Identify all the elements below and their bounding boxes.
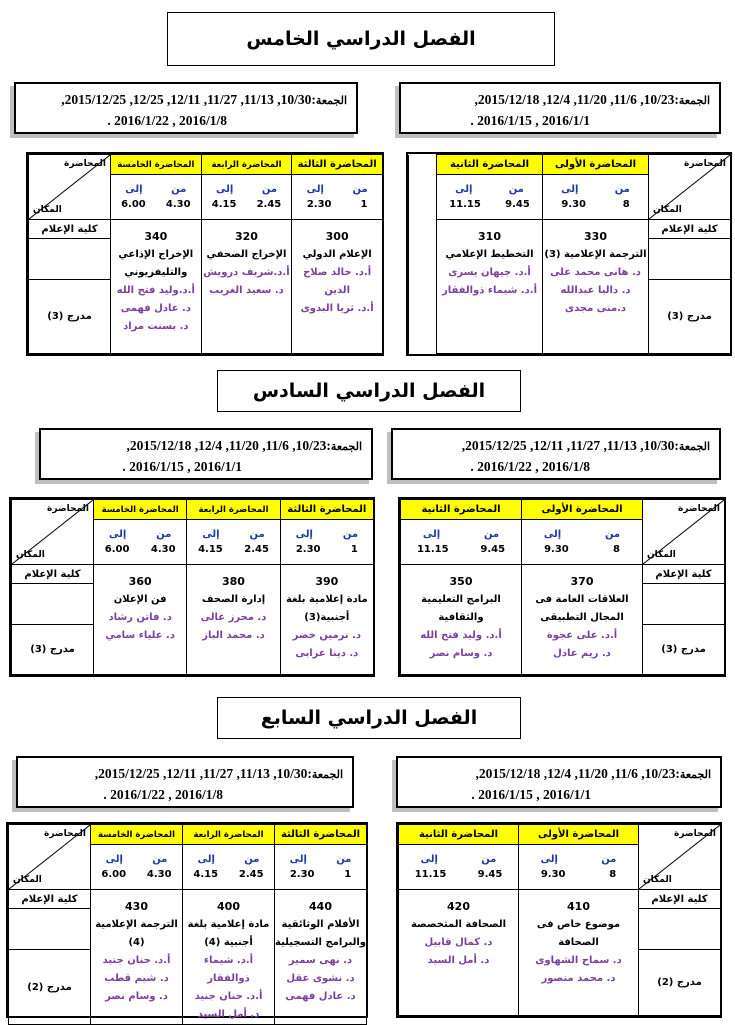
to-time: 6.00 xyxy=(101,869,127,880)
corner-header-cell xyxy=(29,155,111,220)
from-label: من xyxy=(483,529,500,540)
to-time: 9.30 xyxy=(544,544,569,555)
time-values xyxy=(519,869,638,880)
lecture-time xyxy=(94,520,187,565)
from-label: من xyxy=(601,854,617,865)
instructor-name: أ.د. شيماء ذوالفقار xyxy=(203,955,254,984)
place-corner-label: المكان xyxy=(647,550,676,560)
from-time: 4.30 xyxy=(146,869,172,880)
course-cell xyxy=(280,565,373,675)
time-labels xyxy=(399,854,518,865)
course-name: البرامج التعليمية والثقافية xyxy=(421,594,501,623)
lecture-time xyxy=(519,845,639,890)
schedule-block-morning xyxy=(398,497,726,677)
from-label: من xyxy=(614,184,630,195)
instructor-name: د. سعيد الغريب xyxy=(209,285,284,296)
from-label: من xyxy=(152,854,168,865)
instructor-name: د. سماح الشهاوى xyxy=(535,955,622,966)
course-code: 390 xyxy=(315,575,339,588)
lecture-time xyxy=(399,845,519,890)
dates-line xyxy=(402,436,710,457)
empty-cell xyxy=(9,909,91,950)
place-corner-label: المكان xyxy=(13,875,42,885)
schedule-block-morning xyxy=(396,822,722,1018)
dates-first-line: :10/30, 11/13, 11/27, 12/11, 12/25, 2015/12/25, xyxy=(61,92,316,107)
from-label: من xyxy=(156,529,172,540)
corner-header-cell xyxy=(649,155,731,220)
to-time: 2.30 xyxy=(306,199,332,210)
lecture-header: المحاضرة الثالثة xyxy=(275,825,367,845)
time-labels xyxy=(401,529,521,540)
to-label: إلى xyxy=(215,184,234,195)
from-label: من xyxy=(604,529,621,540)
lecture-time xyxy=(401,520,522,565)
lecture-time xyxy=(183,845,275,890)
corner-header-cell xyxy=(9,825,91,890)
instructor-name: د. فاتن رشاد xyxy=(108,612,172,623)
place-corner-label: المكان xyxy=(643,875,672,885)
from-time: 1 xyxy=(360,199,368,210)
schedule-block-afternoon xyxy=(6,822,368,1018)
to-time: 6.00 xyxy=(104,544,130,555)
day-label: الجمعة xyxy=(678,95,710,107)
place-corner-label: المكان xyxy=(33,205,62,215)
from-label: من xyxy=(508,184,524,195)
instructor-name: د. أمل السيد xyxy=(197,1009,260,1020)
from-label: من xyxy=(481,854,497,865)
lecture-header: المحاضرة الرابعة xyxy=(183,825,275,845)
lecture-header: المحاضرة الثالثة xyxy=(292,155,383,175)
lecture-header: المحاضرة الثانية xyxy=(399,825,519,845)
instructor-name: د. نرمين خضر xyxy=(292,630,362,641)
time-values xyxy=(202,199,292,210)
from-time: 2.45 xyxy=(256,199,282,210)
hall-cell: مدرج (2) xyxy=(639,950,721,1016)
to-label: إلى xyxy=(197,854,215,865)
instructor-name: د. شيم قطب xyxy=(104,973,169,984)
time-values xyxy=(543,199,648,210)
to-time: 11.15 xyxy=(416,544,449,555)
time-values xyxy=(187,544,279,555)
to-label: إلى xyxy=(455,184,473,195)
to-time: 4.15 xyxy=(198,544,223,555)
time-values xyxy=(399,869,518,880)
lecture-header: المحاضرة الرابعة xyxy=(201,155,292,175)
day-label: الجمعة xyxy=(678,441,710,453)
place-corner-label: المكان xyxy=(653,205,682,215)
instructor-name: د. عادل فهمى xyxy=(120,303,191,314)
lecture-corner-label: المحاضرة xyxy=(674,829,716,839)
lecture-header: المحاضرة الأولى xyxy=(543,155,649,175)
spacer-column xyxy=(409,155,437,354)
lecture-header: المحاضرة الخامسة xyxy=(91,825,183,845)
to-label: إلى xyxy=(295,529,313,540)
time-values xyxy=(522,544,642,555)
course-name: فن الإعلان xyxy=(113,594,167,605)
lecture-corner-label: المحاضرة xyxy=(47,504,89,514)
day-label: الجمعة xyxy=(679,769,711,781)
course-cell xyxy=(201,220,292,354)
dates-second-line: 2016/1/8 , 2016/1/22 . xyxy=(107,113,227,128)
faculty-cell: كلية الإعلام xyxy=(639,890,721,909)
time-labels xyxy=(183,854,274,865)
course-cell xyxy=(275,890,367,1025)
course-code: 410 xyxy=(567,900,590,913)
lecture-time xyxy=(111,175,202,220)
semester-title: الفصل الدراسي السادس xyxy=(217,370,521,412)
lecture-header: المحاضرة الخامسة xyxy=(111,155,202,175)
dates-line xyxy=(407,764,711,785)
schedule-table-right xyxy=(408,154,731,354)
course-cell xyxy=(522,565,643,675)
course-name: والتليفزيوني xyxy=(124,267,188,278)
instructor-name: أ.د. شيماء ذوالفقار xyxy=(441,285,538,296)
time-labels xyxy=(275,854,366,865)
to-label: إلى xyxy=(306,184,324,195)
session-dates-box xyxy=(14,82,358,134)
course-code: 350 xyxy=(449,575,473,588)
to-label: إلى xyxy=(540,854,558,865)
time-values xyxy=(183,869,274,880)
time-values xyxy=(111,199,201,210)
course-name: إدارة الصحف xyxy=(201,594,266,605)
dates-line xyxy=(410,90,710,111)
corner-header-cell xyxy=(639,825,721,890)
from-label: من xyxy=(352,184,368,195)
dates-first-line: :10/30, 11/13, 11/27, 12/11, 2015/12/25, xyxy=(94,766,312,781)
course-name: موضوع خاص فى xyxy=(536,919,621,930)
course-name: العلاقات العامة فى xyxy=(535,594,629,605)
place-corner-label: المكان xyxy=(16,550,45,560)
to-label: إلى xyxy=(289,854,307,865)
from-time: 9.45 xyxy=(477,869,503,880)
session-dates-box xyxy=(39,428,373,480)
to-label: إلى xyxy=(561,184,579,195)
course-name: الإخراج الإذاعي xyxy=(118,249,194,260)
to-label: إلى xyxy=(125,184,143,195)
course-name: المجال التطبيقى xyxy=(540,612,624,623)
time-values xyxy=(437,199,542,210)
faculty-cell: كلية الإعلام xyxy=(9,890,91,909)
semester-title: الفصل الدراسي الخامس xyxy=(167,12,555,66)
schedule-table-left xyxy=(11,499,374,675)
from-label: من xyxy=(171,184,187,195)
course-cell xyxy=(91,890,183,1025)
dates-second-line: 2016/1/1 , 2016/1/15 . xyxy=(122,459,242,474)
instructor-name: د. علياء سامي xyxy=(105,630,175,641)
dates-line xyxy=(27,764,343,785)
course-cell xyxy=(543,220,649,354)
lecture-time xyxy=(522,520,643,565)
instructor-name: أ.د. على عجوة xyxy=(546,630,618,641)
semester-title: الفصل الدراسي السابع xyxy=(217,697,521,739)
course-code: 440 xyxy=(309,900,332,913)
instructor-name: د. دينا عرابى xyxy=(295,648,359,659)
schedule-table-left xyxy=(28,154,383,354)
time-labels xyxy=(187,529,279,540)
course-code: 360 xyxy=(128,575,152,588)
dates-second-line: 2016/1/8 , 2016/1/22 . xyxy=(103,787,223,802)
course-cell xyxy=(401,565,522,675)
day-label: الجمعة xyxy=(330,441,362,453)
hall-cell: مدرج (3) xyxy=(649,280,731,354)
empty-cell xyxy=(639,909,721,950)
course-cell xyxy=(183,890,275,1025)
from-time: 8 xyxy=(612,544,620,555)
course-cell xyxy=(437,220,543,354)
course-name: مادة إعلامية بلغة xyxy=(285,594,368,605)
instructor-name: أ.د.وليد فتح الله xyxy=(116,285,195,296)
to-time: 2.30 xyxy=(295,544,321,555)
time-labels xyxy=(111,184,201,195)
instructor-name: د. نشوى عقل xyxy=(286,973,355,984)
instructor-name: د. وسام نصر xyxy=(105,991,168,1002)
instructor-name: د. محمد الباز xyxy=(202,630,265,641)
lecture-time xyxy=(280,520,373,565)
lecture-time xyxy=(292,175,383,220)
lecture-time xyxy=(91,845,183,890)
to-label: إلى xyxy=(105,854,123,865)
lecture-header: المحاضرة الثانية xyxy=(437,155,543,175)
instructor-name: أ.د. خالد صلاح الدين xyxy=(303,267,372,296)
course-code: 300 xyxy=(325,230,349,243)
from-label: من xyxy=(244,854,260,865)
empty-cell xyxy=(643,584,725,625)
empty-cell xyxy=(12,584,94,625)
course-name: الصحافة المتخصصة xyxy=(410,919,507,930)
from-time: 4.30 xyxy=(150,544,176,555)
empty-cell xyxy=(649,239,731,280)
dates-line xyxy=(25,90,347,111)
faculty-cell: كلية الإعلام xyxy=(12,565,94,584)
time-labels xyxy=(202,184,292,195)
from-time: 8 xyxy=(622,199,630,210)
lecture-header: المحاضرة الرابعة xyxy=(187,500,280,520)
course-cell xyxy=(519,890,639,1016)
to-time: 2.30 xyxy=(289,869,315,880)
from-label: من xyxy=(342,529,359,540)
lecture-header: المحاضرة الخامسة xyxy=(94,500,187,520)
course-code: 330 xyxy=(584,230,607,243)
to-time: 6.00 xyxy=(121,199,146,210)
lecture-header: المحاضرة الأولى xyxy=(519,825,639,845)
instructor-name: د.منى مجدى xyxy=(564,303,627,314)
from-time: 2.45 xyxy=(244,544,269,555)
dates-line xyxy=(50,436,362,457)
course-code: 310 xyxy=(478,230,501,243)
instructor-name: أ.د.شريف درويش xyxy=(203,267,290,278)
lecture-time xyxy=(201,175,292,220)
to-label: إلى xyxy=(543,529,562,540)
to-time: 9.30 xyxy=(561,199,587,210)
time-labels xyxy=(281,529,373,540)
dates-first-line: :10/23, 11/6, 11/20, 12/4, 2015/12/18, xyxy=(474,92,679,107)
dates-second-line: 2016/1/1 , 2016/1/15 . xyxy=(470,113,590,128)
schedule-block-morning xyxy=(406,152,732,356)
instructor-name: أ.د. حنان جنيد xyxy=(194,991,263,1002)
hall-cell: مدرج (3) xyxy=(12,625,94,675)
time-labels xyxy=(94,529,186,540)
instructor-name: د. محمد منصور xyxy=(541,973,616,984)
course-name: الإخراج الصحفي xyxy=(206,249,287,260)
course-name: مادة إعلامية بلغة xyxy=(187,919,270,930)
course-name: (4) xyxy=(128,937,145,948)
instructor-name: د. نهى سمير xyxy=(288,955,353,966)
to-label: إلى xyxy=(108,529,127,540)
lecture-time xyxy=(543,175,649,220)
lecture-corner-label: المحاضرة xyxy=(678,504,720,514)
time-values xyxy=(275,869,366,880)
course-code: 430 xyxy=(125,900,148,913)
day-label: الجمعة xyxy=(315,95,347,107)
instructor-name: د. عادل فهمى xyxy=(285,991,356,1002)
instructor-name: د. أمل السيد xyxy=(427,955,490,966)
course-name: الإعلام الدولي xyxy=(302,249,372,260)
to-time: 4.15 xyxy=(211,199,237,210)
lecture-time xyxy=(275,845,367,890)
course-name: الأفلام الوثائقية xyxy=(281,919,360,930)
from-time: 8 xyxy=(609,869,617,880)
schedule-table-right xyxy=(400,499,725,675)
session-dates-box xyxy=(16,756,354,808)
course-code: 320 xyxy=(235,230,258,243)
hall-cell: مدرج (3) xyxy=(643,625,725,675)
time-values xyxy=(281,544,373,555)
course-code: 420 xyxy=(447,900,470,913)
course-name: التخطيط الإعلامي xyxy=(445,249,534,260)
instructor-name: د. بسنت مراد xyxy=(123,321,189,332)
from-label: من xyxy=(261,184,278,195)
faculty-cell: كلية الإعلام xyxy=(643,565,725,584)
instructor-name: د. وسام نصر xyxy=(429,648,493,659)
time-labels xyxy=(91,854,182,865)
day-label: الجمعة xyxy=(311,769,343,781)
schedule-block-afternoon xyxy=(26,152,384,356)
dates-second-line: 2016/1/8 , 2016/1/22 . xyxy=(470,459,590,474)
schedule-block-afternoon xyxy=(9,497,375,677)
course-name: الترجمة الإعلامية (3) xyxy=(544,249,647,260)
dates-second-line: 2016/1/1 , 2016/1/15 . xyxy=(471,787,591,802)
course-cell xyxy=(292,220,383,354)
time-labels xyxy=(543,184,648,195)
from-time: 1 xyxy=(344,869,352,880)
lecture-time xyxy=(437,175,543,220)
time-values xyxy=(94,544,186,555)
course-cell xyxy=(111,220,202,354)
to-time: 4.15 xyxy=(193,869,219,880)
lecture-time xyxy=(187,520,280,565)
to-time: 11.15 xyxy=(414,869,447,880)
lecture-corner-label: المحاضرة xyxy=(64,159,106,169)
course-name: أجنبية (4) xyxy=(204,937,253,948)
session-dates-box xyxy=(396,756,722,808)
faculty-cell: كلية الإعلام xyxy=(29,220,111,239)
course-name: الترجمة الإعلامية xyxy=(95,919,178,930)
instructor-name: أ.د. جيهان يسرى xyxy=(448,267,531,278)
lecture-corner-label: المحاضرة xyxy=(44,829,86,839)
time-labels xyxy=(292,184,382,195)
instructor-name: د. داليا عبدالله xyxy=(560,285,631,296)
lecture-header: المحاضرة الثالثة xyxy=(280,500,373,520)
course-name: الصحافة xyxy=(558,937,599,948)
course-name: والبرامج التسجيلية xyxy=(275,937,366,948)
empty-cell xyxy=(29,239,111,280)
corner-header-cell xyxy=(643,500,725,565)
instructor-name: د. هانى محمد على xyxy=(550,267,641,278)
instructor-name: أ.د. حنان جنيد xyxy=(102,955,171,966)
time-values xyxy=(401,544,521,555)
hall-cell: مدرج (3) xyxy=(29,280,111,354)
time-values xyxy=(292,199,382,210)
hall-cell: مدرج (2) xyxy=(9,950,91,1025)
from-time: 2.45 xyxy=(238,869,264,880)
to-time: 9.30 xyxy=(540,869,566,880)
course-cell xyxy=(94,565,187,675)
instructor-name: أ.د. وليد فتح الله xyxy=(420,630,502,641)
course-name: أجنبية(3) xyxy=(304,612,350,623)
from-label: من xyxy=(336,854,352,865)
to-label: إلى xyxy=(422,529,441,540)
course-code: 340 xyxy=(144,230,168,243)
schedule-table-left xyxy=(8,824,367,1025)
session-dates-box xyxy=(399,82,721,134)
to-label: إلى xyxy=(202,529,220,540)
time-labels xyxy=(522,529,642,540)
session-dates-box xyxy=(391,428,721,480)
lecture-header: المحاضرة الثانية xyxy=(401,500,522,520)
from-time: 9.45 xyxy=(480,544,506,555)
instructor-name: د. محرز غالى xyxy=(200,612,267,623)
dates-first-line: :10/23, 11/6, 11/20, 12/4, 2015/12/18, xyxy=(475,766,680,781)
lecture-corner-label: المحاضرة xyxy=(684,159,726,169)
from-time: 4.30 xyxy=(165,199,191,210)
corner-header-cell xyxy=(12,500,94,565)
time-labels xyxy=(519,854,638,865)
instructor-name: د. كمال قابيل xyxy=(424,937,493,948)
course-code: 380 xyxy=(222,575,245,588)
course-code: 370 xyxy=(570,575,594,588)
schedule-table-right xyxy=(398,824,721,1016)
course-code: 400 xyxy=(217,900,240,913)
from-label: من xyxy=(249,529,265,540)
lecture-header: المحاضرة الأولى xyxy=(522,500,643,520)
dates-first-line: :10/23, 11/6, 11/20, 12/4, 2015/12/18, xyxy=(126,438,331,453)
to-time: 11.15 xyxy=(449,199,481,210)
to-label: إلى xyxy=(420,854,438,865)
time-values xyxy=(91,869,182,880)
instructor-name: أ.د. ثريا البدوى xyxy=(300,303,374,314)
course-cell xyxy=(187,565,280,675)
dates-first-line: :10/30, 11/13, 11/27, 12/11, 2015/12/25, xyxy=(461,438,679,453)
from-time: 1 xyxy=(350,544,358,555)
from-time: 9.45 xyxy=(505,199,530,210)
course-cell xyxy=(399,890,519,1016)
faculty-cell: كلية الإعلام xyxy=(649,220,731,239)
instructor-name: د. ريم عادل xyxy=(553,648,611,659)
time-labels xyxy=(437,184,542,195)
